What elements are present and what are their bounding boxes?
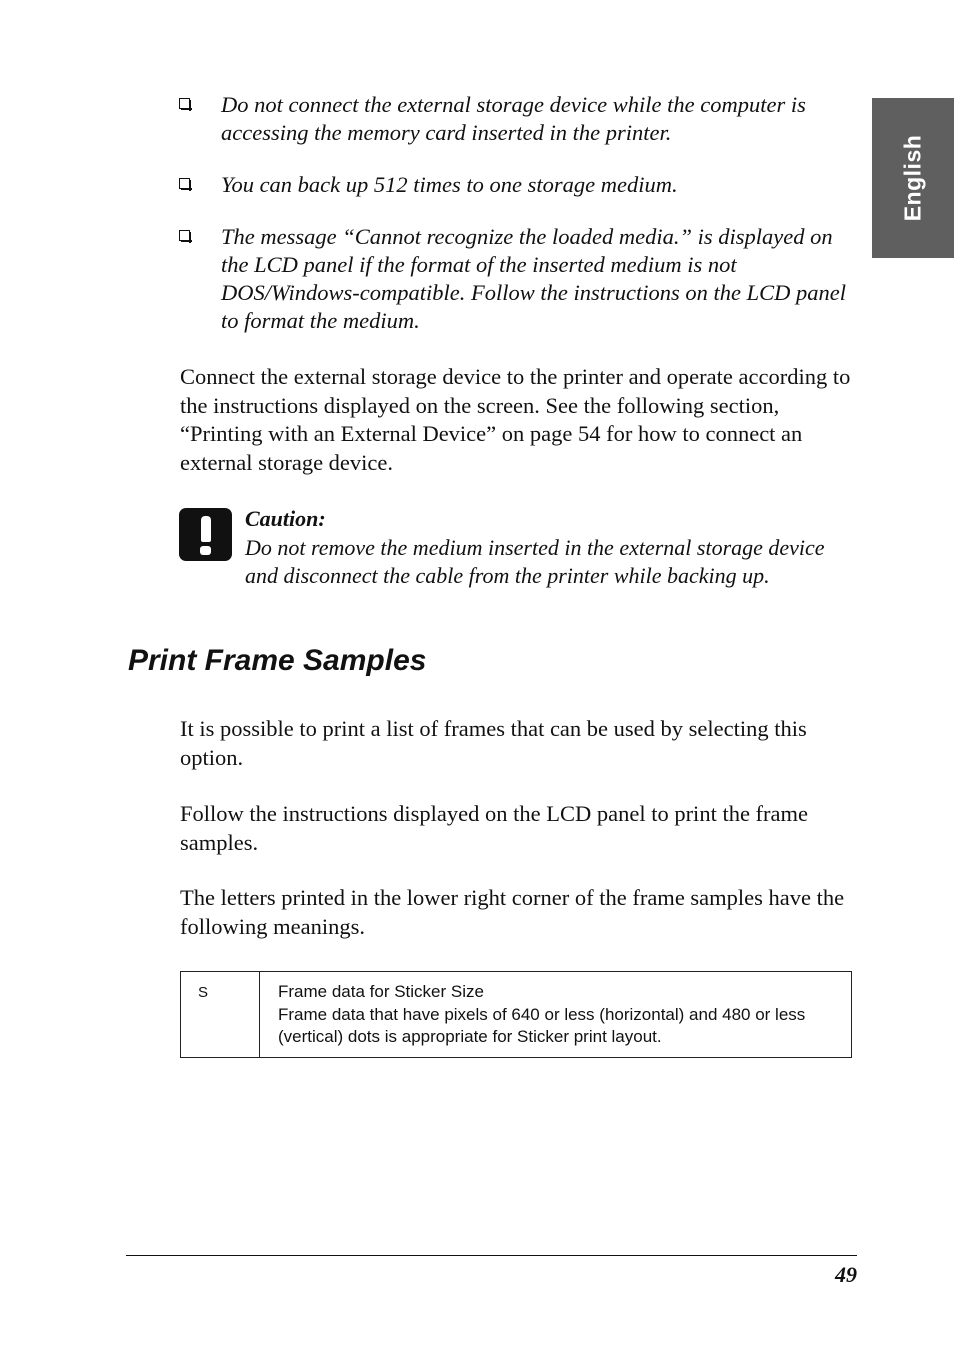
- caution-exclamation-icon: [179, 508, 232, 561]
- note-item: [179, 223, 859, 335]
- table-description-cell: [278, 981, 844, 1049]
- note-text: You can back up 512 times to one storage medium.: [221, 172, 678, 197]
- notes-list: [179, 91, 859, 359]
- section-paragraph: The letters printed in the lower right corner of the frame samples have the following meanings.: [180, 885, 845, 939]
- checkbox-bullet-icon: [179, 178, 190, 189]
- section-paragraph: Follow the instructions displayed on the LCD panel to print the frame samples.: [180, 801, 809, 855]
- caution-title: Caution:: [245, 506, 326, 531]
- table-row-title: Frame data for Sticker Size: [278, 982, 484, 1001]
- note-text: The message “Cannot recognize the loaded media.” is displayed on the LCD panel if the format of the inserted medium is not DOS/Windows-compatible. Follow the instructions on the LCD panel to format the medium.: [221, 224, 846, 333]
- meanings-table: [180, 971, 852, 1058]
- language-tab-label: English: [899, 134, 926, 222]
- note-item: [179, 171, 859, 199]
- language-tab: [872, 98, 954, 258]
- caution-text-block: [245, 505, 861, 591]
- caution-box: [179, 505, 859, 595]
- intro-paragraph: Connect the external storage device to the printer and operate according to the instructions displayed on the screen. See the following section, “Printing with an External Device” on page 54 for how to connect an external storage device.: [180, 364, 851, 475]
- checkbox-bullet-icon: [179, 230, 190, 241]
- footer-divider: [126, 1255, 857, 1256]
- table-key: S: [198, 984, 209, 1001]
- note-text: Do not connect the external storage device while the computer is accessing the memory card inserted in the printer.: [221, 92, 806, 145]
- caution-body: Do not remove the medium inserted in the external storage device and disconnect the cable from the printer while backing up.: [245, 534, 825, 588]
- table-key-cell: [181, 972, 260, 1057]
- page-number: 49: [835, 1262, 857, 1287]
- checkbox-bullet-icon: [179, 98, 190, 109]
- table-row-description: Frame data that have pixels of 640 or less (horizontal) and 480 or less (vertical) dots is appropriate for Sticker print layout.: [278, 1004, 806, 1046]
- note-item: [179, 91, 859, 147]
- section-heading: Print Frame Samples: [128, 644, 427, 677]
- section-paragraph: It is possible to print a list of frames that can be used by selecting this option.: [180, 716, 807, 770]
